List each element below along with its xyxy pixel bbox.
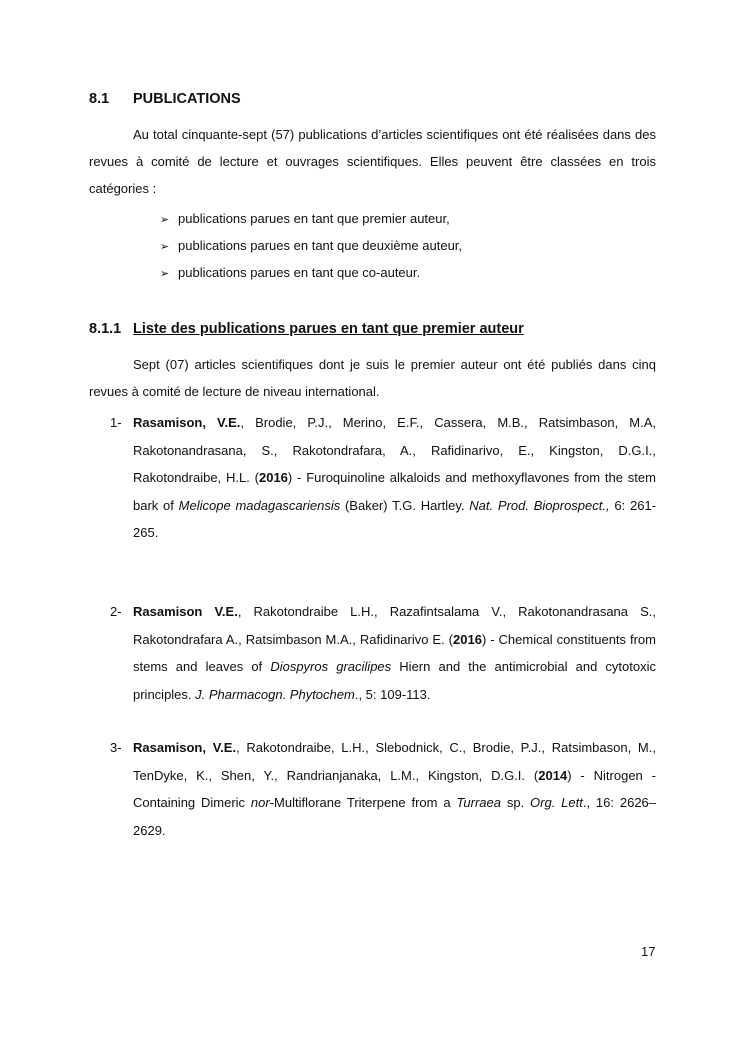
reference-segment: ., 5: 109-113. <box>354 686 431 702</box>
reference-segment: 6: 261-265. <box>133 497 656 540</box>
list-item <box>160 232 640 259</box>
section-title: PUBLICATIONS <box>133 91 241 107</box>
reference-segment: , Rakotondraibe L.H., Razafintsalama V., Rakotonandrasana S., Rakotondrafara A., Ratsimbason M.A., Rafidinarivo E. ( <box>133 604 656 647</box>
arrow-bullet-icon: ➢ <box>160 241 170 253</box>
reference-italic: Diospyros gracilipes <box>270 659 392 674</box>
list-item-text: publications parues en tant que deuxième auteur, <box>178 238 463 253</box>
intro-text: Au total cinquante-sept (57) publications d’articles scientifiques ont été réalisées dans des revues à comité de lecture et ouvrages scientifiques. Elles peuvent être classées en trois catégories : <box>89 127 656 196</box>
reference-segment: ., 16: 2626–2629. <box>133 795 657 838</box>
reference-emphasis: 2016 <box>453 631 482 647</box>
reference-segment: -Multiflorane Triterpene from a <box>269 795 457 810</box>
reference-italic: Org. Lett <box>530 795 583 810</box>
reference-segment: ) - Chemical constituents from stems and leaves of <box>133 631 656 674</box>
reference-item <box>110 409 656 547</box>
reference-segment: (Baker) T.G. Hartley. <box>340 497 470 513</box>
reference-emphasis: 2016 <box>258 470 288 485</box>
reference-number: 2- <box>110 604 122 619</box>
list-item <box>160 259 640 286</box>
subsection-intro-text: Sept (07) articles scientifiques dont je suis le premier auteur ont été publiés dans cinq revues à comité de lecture de niveau international. <box>89 357 656 399</box>
reference-segment: ) - Furoquinoline alkaloids and methoxyflavones from the stem bark of <box>133 470 656 513</box>
list-item <box>160 205 640 232</box>
reference-item <box>110 734 656 844</box>
section-number: 8.1 <box>89 91 110 107</box>
reference-italic: Turraea <box>456 795 501 810</box>
reference-emphasis: Rasamison, V.E. <box>133 415 241 430</box>
subsection-number: 8.1.1 <box>89 321 122 337</box>
reference-segment: , Rakotondraibe, L.H., Slebodnick, C., Brodie, P.J., Ratsimbason, M., TenDyke, K., Shen, Y., Randrianjanaka, L.M., Kingston, D.G.I. ( <box>133 740 656 783</box>
reference-italic: nor <box>250 795 270 810</box>
list-item-text: publications parues en tant que premier auteur, <box>178 211 450 226</box>
subsection-intro <box>89 351 656 405</box>
subsection-title: Liste des publications parues en tant que premier auteur <box>133 321 524 337</box>
reference-text <box>133 598 656 708</box>
intro-paragraph <box>89 121 656 202</box>
reference-segment: Hiern and the antimicrobial and cytotoxic principles. <box>133 659 656 702</box>
reference-emphasis: 2014 <box>538 767 568 783</box>
reference-italic: Nat. Prod. Bioprospect., <box>469 497 610 513</box>
reference-italic: J. Pharmacogn. Phytochem <box>195 686 355 702</box>
subsection-heading <box>89 321 656 337</box>
reference-segment: ) - Nitrogen - Containing Dimeric <box>133 767 656 810</box>
arrow-bullet-icon: ➢ <box>160 268 170 280</box>
reference-italic: Melicope madagascariensis <box>178 497 341 513</box>
reference-emphasis: Rasamison V.E. <box>133 604 238 619</box>
arrow-bullet-icon: ➢ <box>160 214 170 226</box>
list-item-text: publications parues en tant que co-auteur. <box>178 265 421 280</box>
reference-text <box>133 734 656 844</box>
reference-text <box>133 409 656 547</box>
reference-segment: , Brodie, P.J., Merino, E.F., Cassera, M.B., Ratsimbason, M.A, Rakotonandrasana, S., Rakotondrafara, A., Rafidinarivo, E., Kingston, D.G.I., Rakotondraibe, H.L. ( <box>133 415 656 485</box>
reference-number: 3- <box>110 740 122 755</box>
category-list <box>160 205 640 286</box>
reference-segment: sp. <box>500 795 531 810</box>
reference-number: 1- <box>110 415 122 430</box>
reference-emphasis: Rasamison, V.E. <box>133 740 237 755</box>
section-heading <box>89 91 656 107</box>
reference-item <box>110 598 656 708</box>
page-number: 17 <box>641 944 656 959</box>
